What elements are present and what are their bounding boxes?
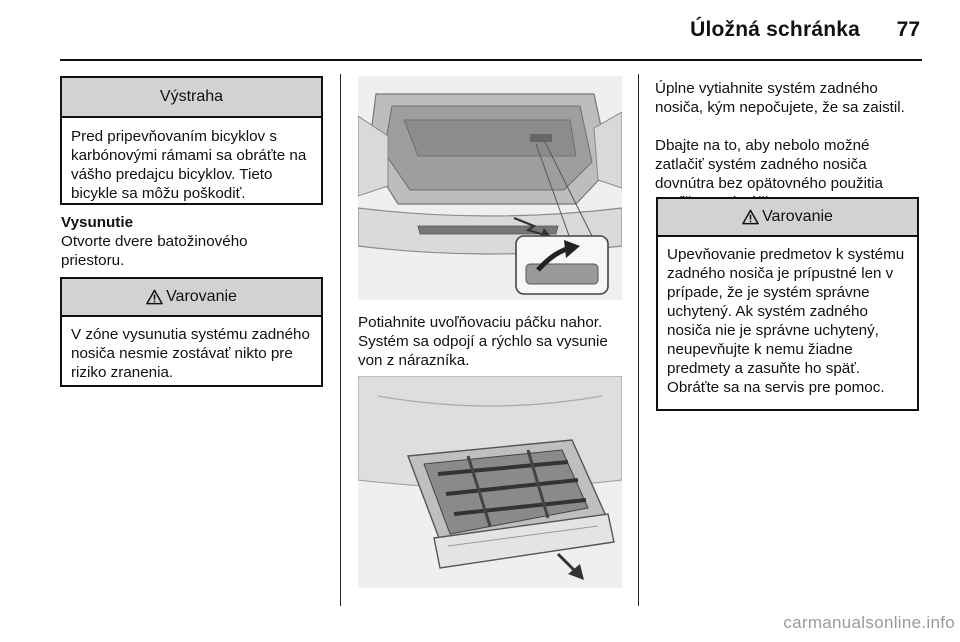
caution-box-left-header: [62, 279, 321, 317]
warning-triangle-icon: [146, 289, 163, 305]
tailgate-release-lever-illustration: [358, 76, 622, 300]
page-number: 77: [896, 18, 920, 41]
column3-text-2: Dbajte na to, aby nebolo možné zatlačiť systém zadného nosiča dovnútra bez opätovného použitia: [655, 137, 883, 192]
caution-box-right-text: Upevňovanie predmetov k systému zadného nosiča je prípustné len v prípade, že je systém správne uchytený. Ak systém zadného nosiča nie je správne uchytený, neupevňujte k nemu žiadne predmety a zasuňte ho späť. Obráťte sa na servis pre pomoc.: [667, 246, 905, 396]
warning-box-text: Pred pripevňovaním bicyklov s karbónovými rámami sa obráťte na vášho predajcu bicyklov. Tieto bicykle sa môžu poškodiť.: [71, 128, 307, 202]
figure-caption: Potiahnite uvoľňovaciu páčku nahor. Systém sa odpojí a rýchlo sa vysunie von z nárazníka.: [358, 314, 608, 369]
column-divider-left: [340, 74, 341, 606]
caution-box-right-title: Varovanie: [762, 208, 833, 225]
caution-box-left-text: V zóne vysunutia systému zadného nosiča nesmie zostávať nikto pre riziko zranenia.: [71, 326, 310, 381]
caution-box-left-title: Varovanie: [166, 288, 237, 305]
caution-box-left: [60, 277, 323, 387]
warning-triangle-icon: [742, 209, 759, 225]
caution-box-right-header: [658, 199, 917, 237]
warning-box-header: [62, 78, 321, 118]
extension-section: [61, 213, 331, 270]
extended-rear-carrier-illustration: [358, 376, 622, 588]
column3-text-1: Úplne vytiahnite systém zadného nosiča, kým nepočujete, že sa zaistil.: [655, 80, 905, 116]
warning-box: [60, 76, 323, 205]
watermark: carmanualsonline.info: [783, 613, 955, 632]
column-divider-right: [638, 74, 639, 606]
page-title: Úložná schránka: [690, 18, 860, 41]
section-title: Vysunutie: [61, 214, 134, 231]
caution-box-right: [656, 197, 919, 411]
header-rule: [60, 59, 922, 61]
warning-box-title: Výstraha: [159, 88, 224, 105]
section-text: Otvorte dvere batožinového priestoru.: [61, 233, 248, 269]
